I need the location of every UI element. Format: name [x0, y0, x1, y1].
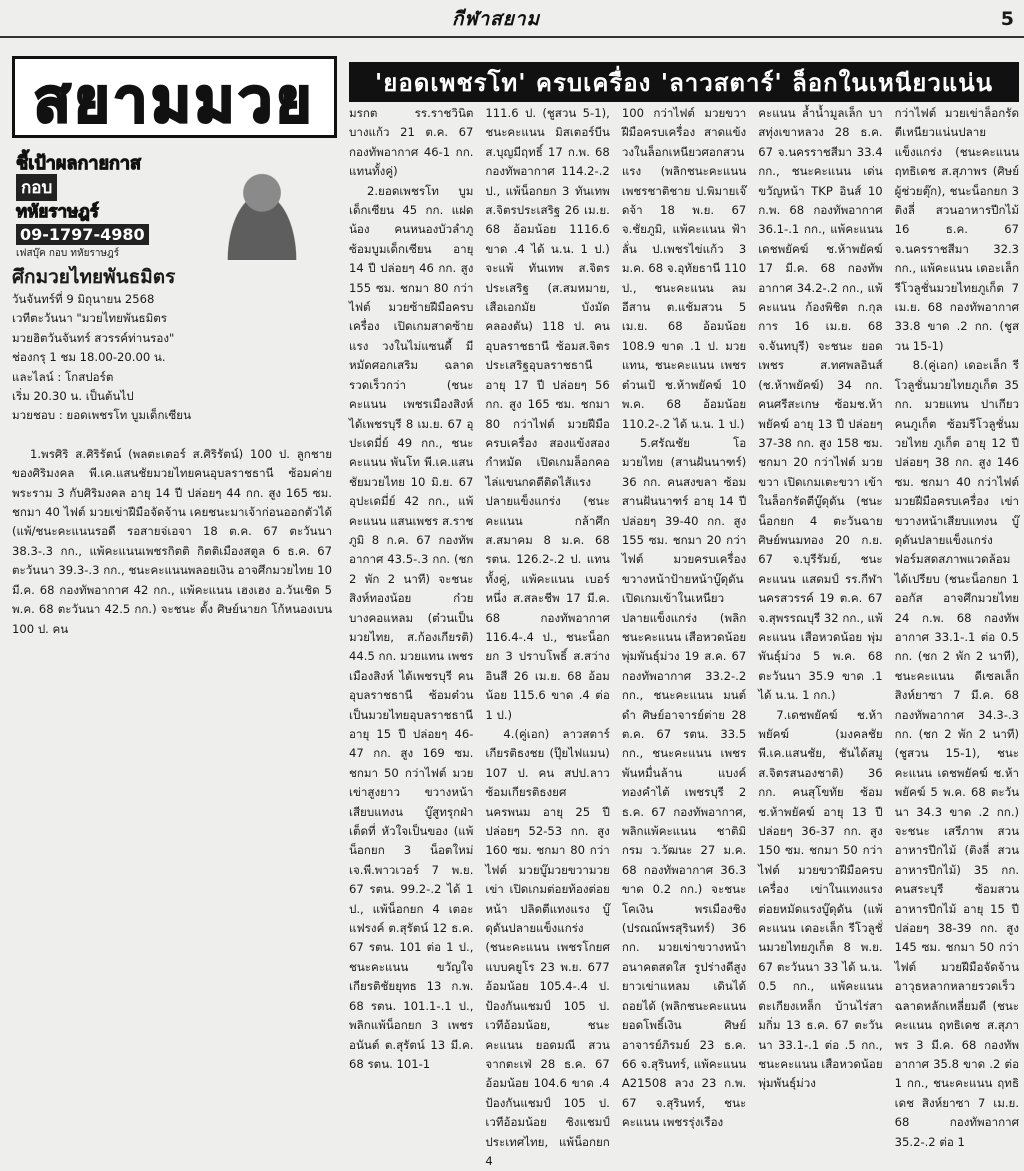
paragraph: 5.ศรัณชัย โอมวยไทย (สานฝันนาฑร์) 36 กก. คนสงขลา ซ้อมสานฝันนาฑร์ อายุ 14 ปี ปล่อยๆ 39-40 กก. สูง 155 ซม. ชกมา 20 กว่าไฟต์ มวยครบเครื่องขวางหน้าป้ายหน้าบู๊ดุดัน เปิดเกมเข้าในเหนียวปลายแข็งแกร่ง (พลิกชนะคะแนน เสือหวดน้อย พุ่มพันธุ์ม่วง 19 ส.ค. 67 กองทัพอากาศ 33.2-.2 กก., ชนะคะแนน มนต์ดำ ศิษย์อาจารย์ต่าย 28 ต.ค. 67 รตน. 33.5 กก., ชนะคะแนน เพชรพันหมื่นล้าน แบงค์ทองคำไต้ เพชรบุรี 2 ธ.ค. 67 กองทัพอากาศ, พลิกแพ้คะแนน ชาติมิกรม ว.วัฒนะ 27 ม.ค. 68 กองทัพอากาศ 36.3 ขาด 0.2 กก.) จะชนะ โคเงิน พรเมืองชิง (ปรณณ์พรสุรินทร์) 36 กก. มวยเข่าขวางหน้า อนาคตสดใส รูปร่างดีสูงยาวเข่าแหลม เดินได้ถอยได้ (พลิกชนะคะแนน ยอดโพธิ์เงิน ศิษย์อาจารย์ภิรมย์ 23 ธ.ค. 66 จ.สุรินทร์, แพ้คะแนน A21508 ลวง 23 ก.พ. 67 จ.สุรินทร์, ชนะคะแนน เพชรรุ่งเรือง — [621, 435, 747, 1130]
page-number: 5 — [1000, 8, 1014, 30]
event-schedule — [12, 290, 332, 426]
column-logo — [12, 56, 337, 138]
columnist-first-name: กอบ — [16, 174, 57, 201]
paragraph: คะแนน ล้ำน้ำมูลเล็ก บาสทุ่งเขาหลวง 28 ธ.ค. 67 จ.นครราชสีมา 33.4 กก., ชนะคะแนน เด่นขวัญหน้า TKP อินส์ 10 ก.พ. 68 กองทัพอากาศ 36.1-.1 กก., แพ้คะแนน เดชพยัคฆ์ ช.ห้าพยัคฆ์ 17 มี.ค. 68 กองทัพอากาศ 34.2-.2 กก., แพ้คะแนน ก้องพิชิต ก.กุลการ 16 เม.ย. 68 จ.จันทบุรี) จะชนะ ยอดเพชร ส.ทศพลอินส์ (ช.ห้าพยัคฆ์) 34 กก. คนศรีสะเกษ ซ้อมช.ห้าพยัคฆ์ อายุ 13 ปี ปล่อยๆ 37-38 กก. สูง 158 ซม. ชกมา 20 กว่าไฟต์ มวยขวา เปิดเกมเตะขวา เข้าในล็อกรัดตีบู๊ดุดัน (ชนะน็อกยก 4 ตะวันฉาย ศิษย์พนมทอง 20 ก.ย. 67 จ.บุรีรัมย์, ชนะคะแนน แสดมป์ รร.กีฬานครสวรรค์ 19 ต.ค. 67 จ.สุพรรณบุรี 32 กก., แพ้คะแนน เสือหวดน้อย พุ่มพันธุ์ม่วง 5 พ.ค. 68 ตะวันนา 35.9 ขาด .1 ได้ น.น. 1 กก.) — [758, 106, 883, 703]
event-line: และไลน์ : โกสปอร์ต — [12, 369, 114, 384]
event-start: เริ่ม 20.30 น. เป็นต้นไป — [12, 389, 134, 404]
event-venue: เวทีตะวันนา "มวยไทยพันธมิตร — [12, 311, 168, 326]
article-column-2 — [485, 104, 610, 1168]
event-slogan: มวยฮิตวันจันทร์ สวรรค์ท่านรอง" — [12, 330, 175, 345]
headline-banner: 'ยอดเพชรโท' ครบเครื่อง 'ลาวสตาร์' ล็อกในเหนียวแน่น — [349, 62, 1019, 102]
paragraph: 8.(คู่เอก) เดอะเล็ก รีโวลูชั่นมวยไทยภูเก็ต 35 กก. มวยแทน ปาเกียว คนภูเก็ต ซ้อมรีโวลูชั่นมวยไทย ภูเก็ต อายุ 12 ปี ปล่อยๆ 38 กก. สูง 146 ซม. ชกมา 40 กว่าไฟต์ มวยฝีมือครบเครื่อง เข่าขวางหน้าเสียบแทงน บู๊ดุดันปลายแข็งแกร่ง ฟอร์มสดสภาพแวดล้อมได้เปรียบ (ชนะน็อกยก 1 ออกัส อาจศึกมวยไทย 24 ก.พ. 68 กองทัพอากาศ 33.1-.1 ต่อ 0.5 กก. (ชก 2 พัก 2 นาที), ชนะคะแนน ดีเซลเล็ก สิงห์ยาซา 7 มี.ค. 68 กองทัพอากาศ 34.3-.3 กก. (ชก 2 พัก 2 นาที) (ชูสวน 15-1), ชนะคะแนน เดชพยัคฆ์ ช.ห้าพยัคฆ์ 5 พ.ค. 68 ตะวันนา 34.3 ขาด .2 กก.) จะชนะ เสรีภาพ สวนอาหารปีกไม้ (ติงลี่ สวนอาหารปีกไม้) 35 กก. คนสระบุรี ซ้อมสวนอาหารปีกไม้ อายุ 15 ปี ปล่อยๆ 38-39 กก. สูง 145 ซม. ชกมา 50 กว่าไฟต์ มวยฝีมือจัดจ้าน อาวุธหลากหลายรวดเร็ว ฉลาดหลักเหลี่ยมดี (ชนะคะแนน ฤทธิเดช ส.สุภาพร 3 มี.ค. 68 กองทัพอากาศ 35.8 ขาด .2 ต่อ 1 กก., ชนะคะแนน ฤทธิเดช สิงห์ยาซา 7 เม.ย. 68 กองทัพอากาศ 35.2-.2 ต่อ 1 — [894, 358, 1020, 1149]
event-pick: มวยชอบ : ยอดเพชรโท บูมเด็กเซียน — [12, 408, 192, 423]
columnist-portrait — [212, 164, 312, 260]
article-columns — [349, 104, 1020, 1168]
event-heading: ศึกมวยไทยพันธมิตร — [12, 266, 176, 288]
paragraph: 111.6 ป. (ชูสวน 5-1), ชนะคะแนน มิสเตอร์บีน ส.บุญมีฤทธิ์ 17 ก.พ. 68 กองทัพอากาศ 114.2-.2 ป., แพ้น็อกยก 3 ทันเทพ ส.จิตรประเสริฐ 26 เม.ย. 68 อ้อมน้อย 1116.6 ขาด .4 ได้ น.น. 1 ป.) จะแพ้ ทันเทพ ส.จิตรประเสริฐ (ส.สมหมาย, เสือเอกมัย บังมัดคลองตัน) 118 ป. คนอุบลราชธานี ซ้อมส.จิตรประเสริฐอุบลราชธานี อายุ 17 ปี ปล่อยๆ 56 กก. สูง 165 ซม. ชกมา 80 กว่าไฟต์ มวยฝีมือครบเครื่อง สองแข้งสองกำหมัด เปิดเกมล็อกคอไล่แขนกดตีติดไส้แรงปลายแข็งแกร่ง (ชนะคะแนน กล้าศึก ส.สมาคม 8 ม.ค. 68 รตน. 126.2-.2 ป. แทนทั้งคู่, แพ้คะแนน เบอร์หนึ่ง ส.สละชีพ 17 มี.ค. 68 กองทัพอากาศ 116.4-.4 ป., ชนะน็อกยก 3 ปราบโพธิ์ ส.สว่างอินสี 26 เม.ย. 68 อ้อมน้อย 115.6 ขาด .4 ต่อ 1 ป.) — [485, 106, 610, 722]
sidebar-column — [8, 44, 341, 751]
article-column-3 — [621, 104, 747, 1130]
paragraph: มรกต รร.ราชวินิตบางแก้ว 21 ต.ค. 67 กองทัพอากาศ 46-1 กก. แทนทั้งคู่) — [349, 106, 474, 179]
columnist-phone: 09-1797-4980 — [16, 224, 149, 245]
masthead — [0, 0, 1024, 38]
newspaper-name: กีฬาสยาม — [452, 8, 541, 30]
article-column-1 — [349, 104, 474, 1071]
paragraph: 4.(คู่เอก) ลาวสตาร์ เกียรติธงชย (ปุ๊ยไฟแมน) 107 ป. คน สปป.ลาว ซ้อมเกียรติธงยศ นครพนม อายุ 25 ปี ปล่อยๆ 52-53 กก. สูง 160 ซม. ชกมา 80 กว่าไฟต์ มวยบู๊มวยขวามวยเข่า เปิดเกมต่อยท้องต่อยหน้า ปลิดตีแทงแรง บู๊ดุดันปลายแข็งแกร่ง (ชนะคะแนน เพชรโกยศ แบบคยูโร 23 พ.ย. 677 อ้อมน้อย 105.4-.4 ป. ป้องกันแชมป์ 105 ป. เวทีอ้อมน้อย, ชนะคะแนน ยอดมณี สวนจากตะเฟ่ 28 ธ.ค. 67 อ้อมน้อย 104.6 ขาด .4 ป้องกันแชมป์ 105 ป. เวทีอ้อมน้อย ซิงแชมป์ประเทศไทย, แพ้น็อกยก 4 — [485, 727, 610, 1168]
paragraph: 7.เดชพยัคฆ์ ช.ห้าพยัคฆ์ (มงคลชัย พี.เค.แสนชัย, ชันได้สมู ส.จิตรสนองชาติ) 36 กก. คนสุโขทัย ซ้อมช.ห้าพยัคฆ์ อายุ 13 ปี ปล่อยๆ 36-37 กก. สูง 150 ซม. ชกมา 50 กว่าไฟต์ มวยขวาฝีมือครบเครื่อง เข่าในแทงแรง ต่อยหมัดแรงบู๊ดุดัน (แพ้คะแนน เดอะเล็ก รีโวลูชั่นมวยไทยภูเก็ต 8 พ.ย. 67 ตะวันนา 33 ได้ น.น. 0.5 กก., แพ้คะแนน ตะเกียงเหล็ก บ้านไร่สามกิ่ม 13 ธ.ค. 67 ตะวันนา 33.1-.1 ต่อ .5 กก., ชนะคะแนน เสือหวดน้อย พุ่มพันธุ์ม่วง — [758, 707, 883, 1091]
paragraph: 100 กว่าไฟต์ มวยขวาฝีมือครบเครื่อง สาดแข้งวงในล็อกเหนียวศอกสวนแรง (พลิกชนะคะแนน เพชรชาติชาย ป.พิมายเจ๊ดจ้า 18 พ.ย. 67 จ.ชัยภูมิ, แพ้คะแนน ฟ้าลั่น ป.เพชรไข่แก้ว 3 ม.ค. 68 จ.อุทัยธานี 110 ป., ชนะคะแนน ลมอีสาน ต.แช้มสวน 5 เม.ย. 68 อ้อมน้อย 108.9 ขาด .1 ป. มวยแทน, ชนะคะแนน เพชรต๋วนเป้ ช.ห้าพยัคฆ์ 10 พ.ค. 68 อ้อมน้อย 110.2-.2 ได้ น.น. 1 ป.) — [621, 106, 747, 431]
columnist-facebook: เฟสบุ๊ค กอบ ทหัยราษฎร์ — [16, 248, 120, 259]
columnist-box — [12, 144, 332, 262]
article-column-4 — [758, 104, 883, 1091]
paragraph: 2.ยอดเพชรโท บูมเด็กเซียน 45 กก. แฝดน้อง คนหนองบัวลำภู ซ้อมบูมเด็กเซียน อายุ 14 ปี ปล่อยๆ 46 กก. สูง 155 ซม. ชกมา 80 กว่าไฟต์ มวยซ้ายฝีมือครบเครื่อง เปิดเกมสาดซ้ายแรง วงในไม่แซนดี้ มีหมัดศอกเสริม ฉลาดรวดเร็วกว่า (ชนะคะแนน เพชรเมืองสิงห์ ได้เพชรบุรี 8 เม.ย. 67 อุปะเดมี่ย์ 49 กก., ชนะคะแนน พันโท พี.เค.แสนชัยมวยไทย 10 มิ.ย. 67 อุปะเดมี่ย์ 42 กก., แพ้คะแนน แสนเพชร ส.ราชภูมิ 8 ก.ค. 67 กองทัพอากาศ 43.5-.3 กก. (ชก 2 พัก 2 นาที) จะชนะ สิงห์ทองน้อย ก๋วยบางคอแหลม (ต๋วนเป็นมวยไทย, ส.ก้องเกียรติ) 44.5 กก. มวยแทน เพชรเมืองสิงห์ ได้เพชรบุรี คนอุบลราชธานี ซ้อมต๋วนเป็นมวยไทยอุบลราชธานี อายุ 15 ปี ปล่อยๆ 46-47 กก. สูง 169 ซม. ชกมา 50 กว่าไฟต์ มวยเข่าสูงยาว ขวางหน้าเสียบแทงน บู๊สูทรุกฝ่าเต็ดที่ หัวใจเป็นของ (แพ้น็อกยก 3 น็อตใหม่ เจ.พี.พาวเวอร์ 7 พ.ย. 67 รตน. 99.2-.2 ได้ 1 ป., แพ้น็อกยก 4 เตอะแฟรงค์ ต.สุรัตน์ 12 ธ.ค. 67 รตน. 101 ต่อ 1 ป., ชนะคะแนน ขวัญใจ เกียรติชัยยุทธ 13 ก.พ. 68 รตน. 101.1-.1 ป., พลิกแพ้น็อกยก 3 เพชรอนันต์ ต.สุรัตน์ 13 มี.ค. 68 รตน. 101-1 — [349, 183, 474, 1071]
columnist-last-name: ทหัยราษฎร์ — [16, 202, 99, 222]
columnist-tagline: ชี้เป้าผลกายกาส — [16, 153, 142, 174]
logo-text: สยามมวย — [33, 66, 316, 136]
fight-preview-1: 1.พรศิริ ส.ศิริรัตน์ (พลตะเตอร์ ส.ศิริรัตน์) 100 ป. ลูกชายของศิริมงคล พี.เค.แสนชัยมวยไทยคนอุบลราชธานี ซ้อมค่ายพระราม 3 กับศิริมงคล อายุ 14 ปี ปล่อยๆ 44 กก. สูง 165 ซม. ชกมา 40 ไฟต์ มวยเข่าฝีมือจัดจ้าน เคยชนะมาเจ้าก่อนออกตัวได้ (แพ้/ชนะคะแนนรอดี รอสายจ่เอจา 18 ต.ค. 67 ตะวันนา 38.3-.3 กก., แพ้คะแนนเพชรกิตติ กิตติเมืองสตูล 6 ธ.ค. 67 ตะวันนา 39.3-.3 กก., ชนะคะแนนพลอยเงิน อาจศึกมวยไทย 10 มี.ค. 68 กองทัพอากาศ 42 กก., แพ้คะแนน เฮงเฮง อ.วันเชิด 5 พ.ค. 68 ตะวันนา 42.5 กก.) จะชนะ ตั้ง ศิษย์นายก โก้หนองเบน 100 ป. คน — [12, 446, 332, 636]
paragraph: กว่าไฟต์ มวยเข่าล็อกรัดตีเหนียวแน่นปลายแข็งแกร่ง (ชนะคะแนน ฤทธิเดช ส.สุภาพร (ศิษย์ผู้ช่วยตุ๊ก), ชนะน็อกยก 3 ติงลี่ สวนอาหารปีกไม้ 16 ธ.ค. 67 จ.นครราชสีมา 32.3 กก., แพ้คะแนน เดอะเล็ก รีโวลูชั่นมวยไทยภูเก็ต 7 เม.ย. 68 กองทัพอากาศ 33.8 ขาด .2 กก. (ชูสวน 15-1) — [894, 106, 1020, 353]
event-channel: ช่องกรุ 1 ชม 18.00-20.00 น. — [12, 350, 166, 365]
event-date: วันจันทร์ที่ 9 มิถุนายน 2568 — [12, 292, 155, 306]
event-info — [12, 290, 332, 639]
article-column-5 — [894, 104, 1020, 1149]
